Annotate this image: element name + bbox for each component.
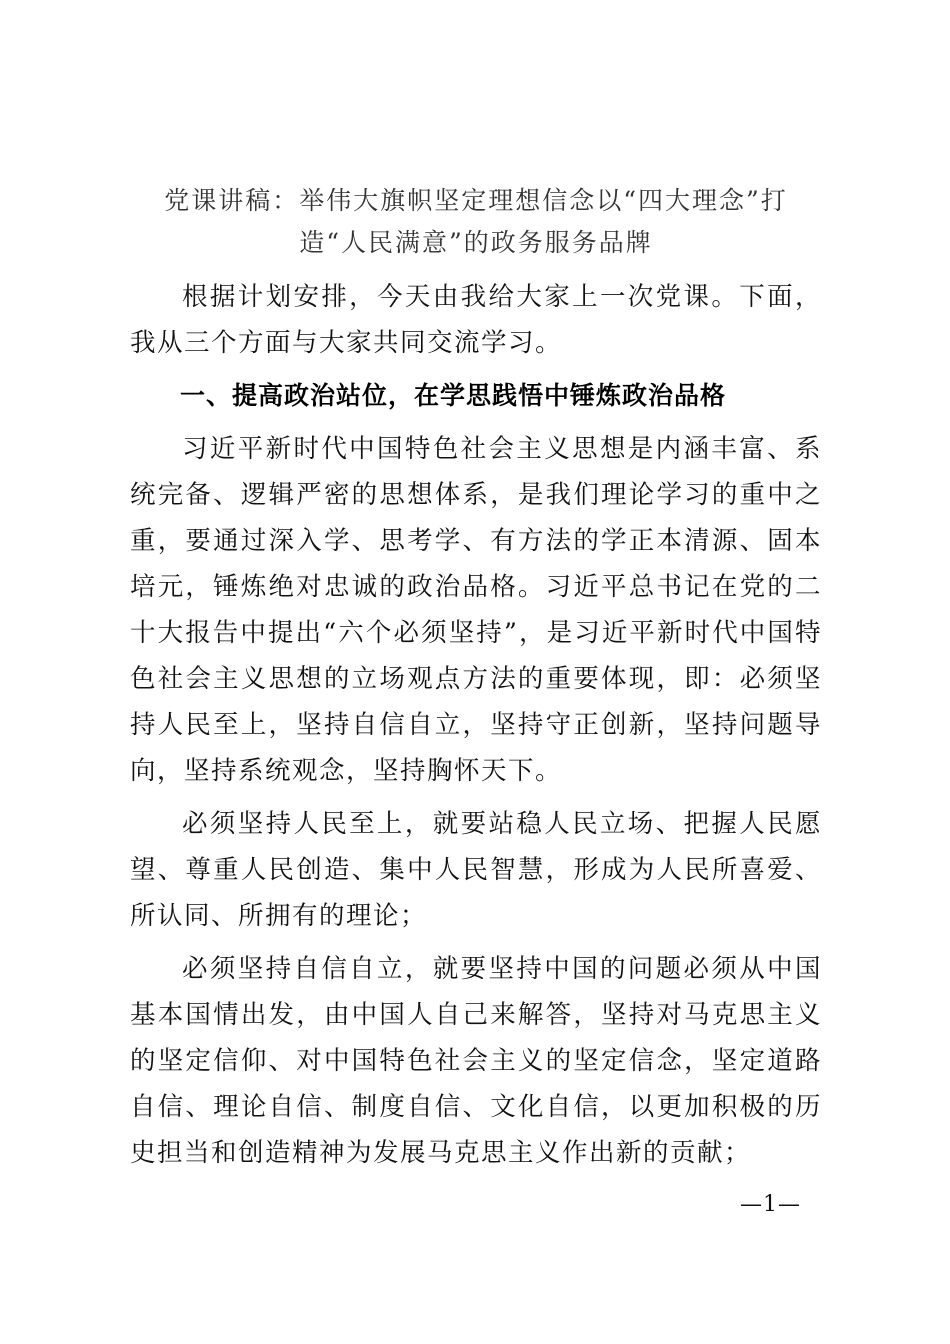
page-number: —1— [740, 1192, 801, 1217]
document-body [130, 180, 822, 1176]
body-paragraph: 习近平新时代中国特色社会主义思想是内涵丰富、系统完备、逻辑严密的思想体系，是我们理论学习的重中之重，要通过深入学、思考学、有方法的学正本清源、固本培元，锤炼绝对忠诚的政治品格。习近平总书记在党的二十大报告中提出“六个必须坚持”，是习近平新时代中国特色社会主义思想的立场观点方法的重要体现，即：必须坚持人民至上，坚持自信自立，坚持守正创新，坚持问题导向，坚持系统观念，坚持胸怀天下。 [130, 434, 822, 786]
section-heading: 一、提高政治站位，在学思践悟中锤炼政治品格 [180, 381, 727, 410]
intro-paragraph: 根据计划安排，今天由我给大家上一次党课。下面，我从三个方面与大家共同交流学习。 [130, 282, 822, 358]
body-paragraph: 必须坚持自信自立，就要坚持中国的问题必须从中国基本国情出发，由中国人自己来解答，坚持对马克思主义的坚定信仰、对中国特色社会主义的坚定信念，坚定道路自信、理论自信、制度自信、文化自信，以更加积极的历史担当和创造精神为发展马克思主义作出新的贡献； [130, 954, 822, 1168]
body-paragraph: 必须坚持人民至上，就要站稳人民立场、把握人民愿望、尊重人民创造、集中人民智慧，形成为人民所喜爱、所认同、所拥有的理论； [130, 809, 822, 931]
document-title: 党课讲稿：举伟大旗帜坚定理想信念以“四大理念”打造“人民满意”的政务服务品牌 [164, 186, 788, 257]
